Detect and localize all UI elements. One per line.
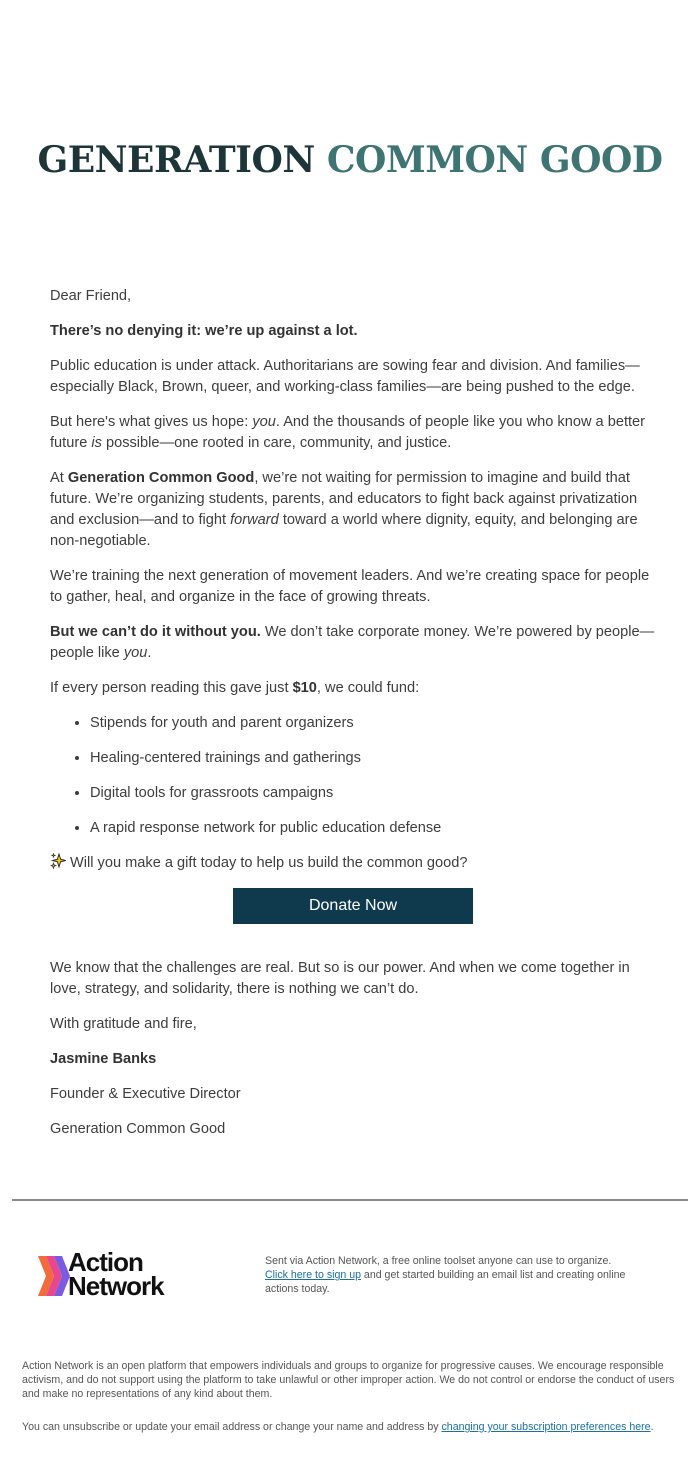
signer-title: Founder & Executive Director [50, 1086, 241, 1102]
signoff: With gratitude and fire, [50, 1016, 197, 1032]
headline: There’s no denying it: we’re up against a lot. [50, 323, 358, 339]
closing-paragraph: We know that the challenges are real. But so is our power. And when we come together in love, strategy, and solidarity, there is nothing we can’t do. [50, 960, 630, 997]
paragraph-2: But here's what gives us hope: you. And the thousands of people like you who know a better future is possible—one rooted in care, community, and justice. [50, 414, 646, 451]
ask-line: Will you make a gift today to help us build the common good? [50, 853, 656, 874]
fund-list [50, 713, 656, 839]
gcg-logo [0, 138, 700, 182]
sent-via-note: Sent via Action Network, a free online toolset anyone can use to organize. Click here to sign up and get started building an email list and creating online actions today. [265, 1255, 626, 1295]
logo-word-common-good: COMMON GOOD [326, 139, 663, 181]
paragraph-5: But we can’t do it without you. We don’t take corporate money. We’re powered by people—people like you. [50, 624, 655, 661]
action-network-wordmark: Action Network [68, 1247, 164, 1301]
list-item: • Stipends for youth and parent organizers [90, 713, 656, 734]
action-network-logo-icon [38, 1252, 70, 1300]
footer-divider [12, 1199, 688, 1201]
signer-org: Generation Common Good [50, 1121, 226, 1137]
action-network-logo[interactable] [38, 1247, 198, 1301]
letter-body [50, 286, 656, 1154]
unsubscribe-note: You can unsubscribe or update your email address or change your name and address by changing your subscription preferences here. [22, 1421, 654, 1433]
logo-word-generation: GENERATION [37, 139, 315, 181]
footer-disclaimer: Action Network is an open platform that empowers individuals and groups to organize for progressive causes. We encourage responsible activism, and do not support using the platform to take unlawful or other improper action. We do not control or endorse the conduct of users and make no representations of any kind about them. [22, 1360, 675, 1400]
paragraph-1: Public education is under attack. Authoritarians are sowing fear and division. And families—especially Black, Brown, queer, and working-class families—are being pushed to the edge. [50, 358, 640, 395]
greeting: Dear Friend, [50, 288, 132, 304]
paragraph-6: If every person reading this gave just $10, we could fund: [50, 680, 420, 696]
list-item: • Digital tools for grassroots campaigns [90, 783, 656, 804]
list-item: • Healing-centered trainings and gatherings [90, 748, 656, 769]
list-item: • A rapid response network for public education defense [90, 818, 656, 839]
subscription-preferences-link[interactable]: changing your subscription preferences here [441, 1421, 651, 1433]
donate-now-button[interactable]: Donate Now [233, 888, 473, 924]
paragraph-3: At Generation Common Good, we’re not waiting for permission to imagine and build that future. We’re organizing students, parents, and educators to fight back against privatization and exclusion—and to fight forward toward a world where dignity, equity, and belonging are non-negotiable. [50, 470, 638, 549]
signup-link[interactable]: Click here to sign up [265, 1269, 361, 1281]
paragraph-4: We’re training the next generation of movement leaders. And we’re creating space for people to gather, heal, and organize in the face of growing threats. [50, 568, 650, 605]
signer-name: Jasmine Banks [50, 1051, 157, 1067]
sparkles-icon [50, 853, 66, 869]
